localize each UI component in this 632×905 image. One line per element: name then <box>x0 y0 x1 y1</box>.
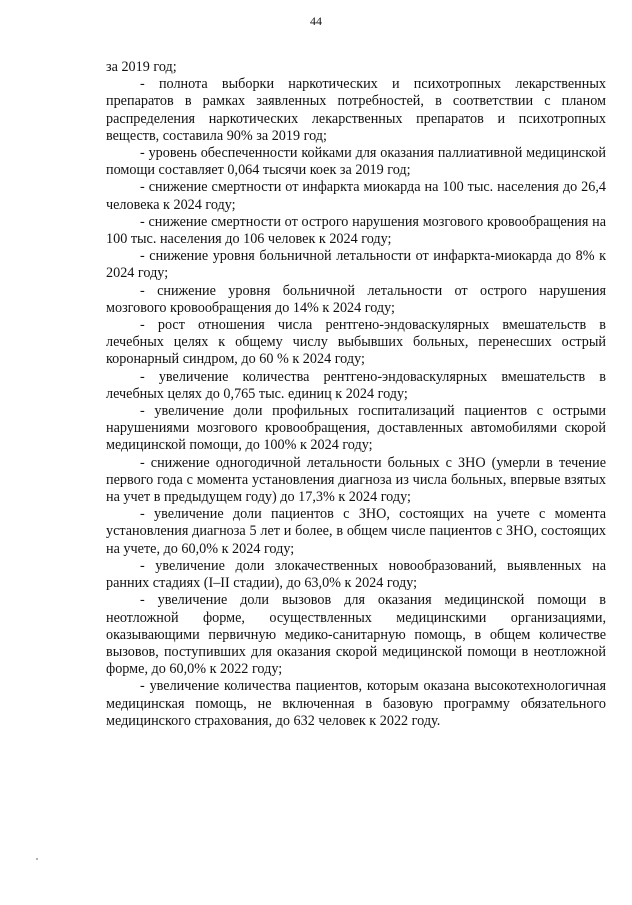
list-item-endovascular-ratio: - рост отношения числа рентгено-эндоваскулярных вмешательств в лечебных целях к общему числу выбывших больных, перенесших острый коронарный синдром, до 60 % к 2024 году; <box>106 317 606 368</box>
list-item-stroke-mortality: - снижение смертности от острого нарушения мозгового кровообращения на 100 тыс. населения до 106 человек к 2024 году; <box>106 213 606 248</box>
list-item-infarction-hospital-lethality: - снижение уровня больничной летальности от инфаркта-миокарда до 8% к 2024 году; <box>106 248 606 282</box>
list-item-high-tech-care-patients: - увеличение количества пациентов, которым оказана высокотехнологичная медицинская помощь, не включенная в базовую программу обязательного медицинского страхования, до 632 человек к 2022 году. <box>106 678 606 729</box>
list-item-stroke-hospital-lethality: - снижение уровня больничной летальности от острого нарушения мозгового кровообращения до 14% к 2024 году; <box>106 282 606 316</box>
list-item-cancer-one-year-lethality: - снижение одногодичной летальности больных с ЗНО (умерли в течение первого года с момента установления диагноза из числа больных, впервые взятых на учет в предыдущем году) до 17,3% к 2024 году; <box>106 454 606 506</box>
list-item-urgent-care-calls: - увеличение доли вызовов для оказания медицинской помощи в неотложной форме, осуществленных медицинскими организациями, оказывающими первичную медико-санитарную помощь, в общем количестве вызовов, поступивших для оказания скорой медицинской помощи в неотложной форме, до 60,0% к 2022 году; <box>106 592 606 678</box>
list-item-endovascular-count: - увеличение количества рентгено-эндоваскулярных вмешательств в лечебных целях до 0,765 тыс. единиц к 2024 году; <box>106 368 606 402</box>
paragraph-continuation: за 2019 год; <box>106 59 177 75</box>
list-item-cancer-five-year-share: - увеличение доли пациентов с ЗНО, состоящих на учете с момента установления диагноза 5 лет и более, в общем числе пациентов с ЗНО, состоящих на учете, до 60,0% к 2024 году; <box>106 506 606 557</box>
list-item-palliative-beds: - уровень обеспеченности койками для оказания паллиативной медицинской помощи составляет 0,064 тысячи коек за 2019 год; <box>106 145 606 179</box>
list-item-myocardial-infarction-mortality: - снижение смертности от инфаркта миокарда на 100 тыс. населения до 26,4 человека к 2024 году; <box>106 179 606 213</box>
document-body <box>106 59 606 730</box>
scan-speck <box>36 858 38 860</box>
page-number: 44 <box>310 14 322 28</box>
list-item-stroke-hospitalizations: - увеличение доли профильных госпитализаций пациентов с острыми нарушениями мозгового кровообращения, доставленных автомобилями скорой медицинской помощи, до 100% к 2024 году; <box>106 403 606 454</box>
list-item-early-stage-detection: - увеличение доли злокачественных новообразований, выявленных на ранних стадиях (I–II стадии), до 63,0% к 2024 году; <box>106 557 606 592</box>
list-item-narcotic-drugs-sampling: - полнота выборки наркотических и психотропных лекарственных препаратов в рамках заявленных потребностей, в соответствии с планом распределения наркотических лекарственных препаратов и психотропных веществ, составила 90% за 2019 год; <box>106 76 606 144</box>
